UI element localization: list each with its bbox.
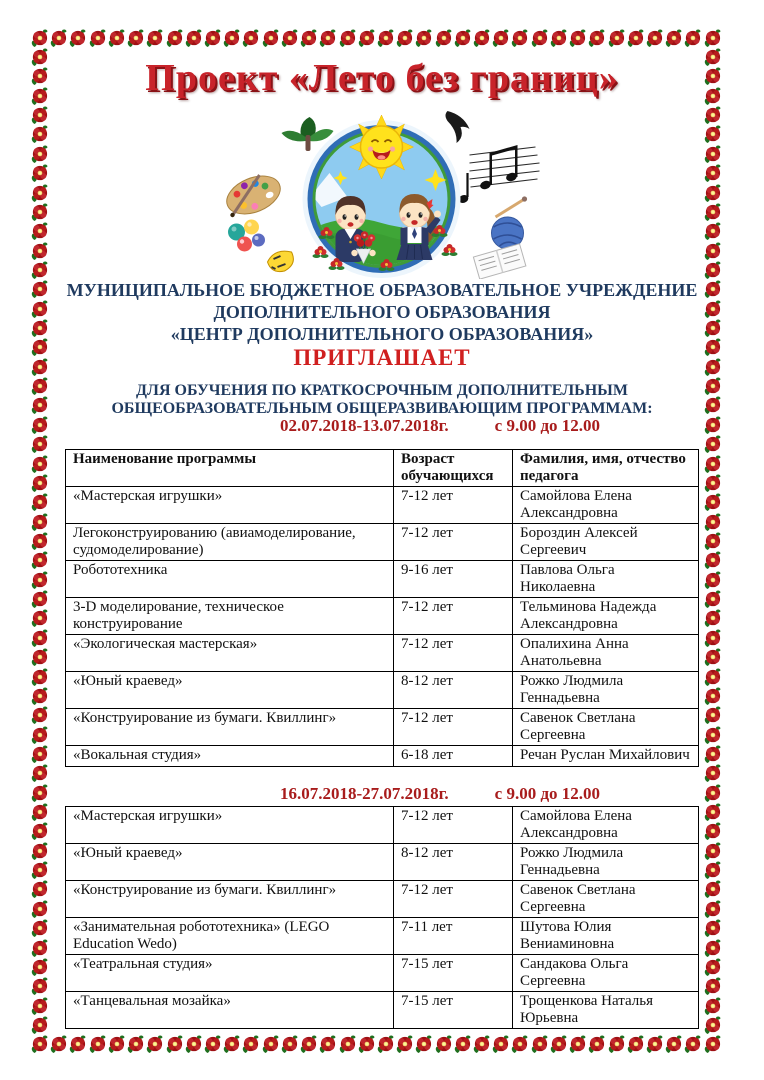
table-row: [66, 807, 699, 844]
flower-icon: [703, 706, 722, 725]
flower-icon: [703, 997, 722, 1016]
summer-clipart-svg: [224, 111, 541, 279]
table-row: [66, 918, 699, 955]
table-cell: Сандакова Ольга Сергеевна: [513, 955, 699, 992]
flower-icon: [703, 648, 722, 667]
flower-icon: [203, 1035, 222, 1054]
flower-icon: [203, 29, 222, 48]
flower-icon: [30, 551, 49, 570]
flower-icon: [703, 745, 722, 764]
flower-icon: [107, 1035, 126, 1054]
flower-icon: [30, 668, 49, 687]
programs-intro-line-2: ОБЩЕОБРАЗОВАТЕЛЬНЫМ ОБЩЕРАЗВИВАЮЩИМ ПРОГРАММАМ:: [111, 399, 653, 417]
flower-icon: [30, 842, 49, 861]
toy-tiger-icon: [268, 251, 294, 271]
session1-schedule: [58, 416, 764, 436]
flower-icon: [703, 687, 722, 706]
flower-icon: [645, 1035, 664, 1054]
flower-icon: [434, 29, 453, 48]
flower-icon: [703, 493, 722, 512]
table-cell: 3-D моделирование, техническое конструирование: [66, 598, 394, 635]
table-cell: 7-11 лет: [394, 918, 513, 955]
flower-icon: [184, 29, 203, 48]
flower-icon: [607, 1035, 626, 1054]
table-cell: Самойлова Елена Александровна: [513, 487, 699, 524]
table-cell: Трощенкова Наталья Юрьевна: [513, 992, 699, 1029]
table-cell: «Конструирование из бумаги. Квиллинг»: [66, 709, 394, 746]
flower-icon: [683, 1035, 702, 1054]
flower-icon: [30, 939, 49, 958]
flower-icon: [703, 532, 722, 551]
table-cell: Рожко Людмила Геннадьевна: [513, 672, 699, 709]
flower-icon: [453, 29, 472, 48]
table-cell: «Юный краевед»: [66, 672, 394, 709]
flower-icon: [30, 900, 49, 919]
flower-icon: [703, 29, 722, 48]
flower-icon: [318, 29, 337, 48]
org-line-3: «ЦЕНТР ДОПОЛНИТЕЛЬНОГО ОБРАЗОВАНИЯ»: [170, 324, 594, 344]
table-row: [66, 487, 699, 524]
flower-icon: [222, 1035, 241, 1054]
flower-icon: [491, 29, 510, 48]
table-cell: Савенок Светлана Сергеевна: [513, 881, 699, 918]
flower-icon: [338, 29, 357, 48]
table-cell: «Конструирование из бумаги. Квиллинг»: [66, 881, 394, 918]
flower-icon: [30, 919, 49, 938]
flower-icon: [703, 203, 722, 222]
table-row: [66, 709, 699, 746]
flower-icon: [30, 164, 49, 183]
flower-icon: [145, 29, 164, 48]
flower-icon: [510, 1035, 529, 1054]
project-title: Проект «Лето без границ»: [145, 57, 619, 99]
table-cell: Легоконструированию (авиамоделирование, судомоделирование): [66, 524, 394, 561]
flower-icon: [280, 1035, 299, 1054]
flower-icon: [318, 1035, 337, 1054]
session2-time: с 9.00 до 12.00: [494, 784, 601, 803]
table-cell: «Занимательная робототехника» (LEGO Education Wedo): [66, 918, 394, 955]
flower-icon: [30, 222, 49, 241]
flower-icon: [472, 1035, 491, 1054]
flower-icon: [607, 29, 626, 48]
toy-balls-icon: [228, 220, 265, 252]
flower-icon: [49, 1035, 68, 1054]
flower-icon: [30, 977, 49, 996]
column-header-program: Наименование программы: [66, 450, 394, 487]
flower-icon: [30, 629, 49, 648]
programs-table-session1: [65, 449, 699, 767]
flower-icon: [88, 29, 107, 48]
flower-icon: [184, 1035, 203, 1054]
table-cell: «Театральная студия»: [66, 955, 394, 992]
session1-dates: 02.07.2018-13.07.2018г.: [279, 416, 449, 435]
session2-dates: 16.07.2018-27.07.2018г.: [279, 784, 449, 803]
table-cell: 7-12 лет: [394, 709, 513, 746]
flower-icon: [703, 184, 722, 203]
flower-icon: [510, 29, 529, 48]
table-cell: 6-18 лет: [394, 746, 513, 767]
flower-icon: [530, 1035, 549, 1054]
flower-icon: [703, 551, 722, 570]
programs-table-session2: [65, 806, 699, 1029]
flower-icon: [587, 29, 606, 48]
table-row: [66, 881, 699, 918]
flower-icon: [664, 29, 683, 48]
table-cell: Самойлова Елена Александровна: [513, 807, 699, 844]
flower-icon: [30, 880, 49, 899]
flower-icon: [703, 1035, 722, 1054]
flower-icon: [703, 261, 722, 280]
table-row: [66, 598, 699, 635]
flower-icon: [30, 784, 49, 803]
flower-icon: [703, 764, 722, 783]
music-notes-icon: [458, 145, 540, 204]
flower-icon: [30, 1035, 49, 1054]
flower-icon: [30, 648, 49, 667]
flower-icon: [30, 416, 49, 435]
flower-icon: [107, 29, 126, 48]
table-cell: «Юный краевед»: [66, 844, 394, 881]
table-cell: Робототехника: [66, 561, 394, 598]
flower-icon: [703, 455, 722, 474]
book-icon: [473, 244, 525, 279]
flower-icon: [30, 822, 49, 841]
flower-icon: [30, 764, 49, 783]
flower-icon: [703, 590, 722, 609]
invite-heading: ПРИГЛАШАЕТ: [293, 345, 471, 370]
flower-icon: [703, 900, 722, 919]
flower-icon: [703, 1016, 722, 1035]
flower-icon: [703, 919, 722, 938]
flower-icon: [280, 29, 299, 48]
flower-icon: [30, 997, 49, 1016]
flower-icon: [530, 29, 549, 48]
flower-icon: [261, 29, 280, 48]
table-cell: Савенок Светлана Сергеевна: [513, 709, 699, 746]
flower-icon: [30, 687, 49, 706]
decorative-flower-border-left: [30, 48, 49, 1035]
flower-icon: [453, 1035, 472, 1054]
flower-icon: [30, 745, 49, 764]
table-row: [66, 672, 699, 709]
table-cell: 7-12 лет: [394, 635, 513, 672]
flower-icon: [703, 668, 722, 687]
flower-icon: [703, 880, 722, 899]
table-cell: Тельминова Надежда Александровна: [513, 598, 699, 635]
flower-icon: [30, 184, 49, 203]
flower-icon: [645, 29, 664, 48]
decorative-flower-border-right: [703, 48, 722, 1035]
flower-icon: [703, 222, 722, 241]
flower-icon: [30, 29, 49, 48]
sun-icon: [350, 115, 414, 179]
table-row: [66, 635, 699, 672]
flower-icon: [414, 1035, 433, 1054]
session2-schedule: [58, 784, 764, 804]
flower-icon: [30, 106, 49, 125]
flower-icon: [299, 29, 318, 48]
flower-icon: [30, 609, 49, 628]
flower-icon: [376, 29, 395, 48]
flower-icon: [68, 29, 87, 48]
flower-icon: [30, 261, 49, 280]
flower-icon: [395, 1035, 414, 1054]
flower-icon: [261, 1035, 280, 1054]
flower-icon: [434, 1035, 453, 1054]
column-header-age: Возраст обучающихся: [394, 450, 513, 487]
flower-icon: [30, 455, 49, 474]
table-cell: «Танцевальная мозайка»: [66, 992, 394, 1029]
flower-icon: [703, 435, 722, 454]
flower-icon: [30, 958, 49, 977]
flower-icon: [30, 1016, 49, 1035]
flower-icon: [703, 513, 722, 532]
table-cell: «Экологическая мастерская»: [66, 635, 394, 672]
org-line-1: МУНИЦИПАЛЬНОЕ БЮДЖЕТНОЕ ОБРАЗОВАТЕЛЬНОЕ УЧРЕЖДЕНИЕ: [66, 280, 698, 300]
flower-icon: [703, 106, 722, 125]
flower-icon: [30, 726, 49, 745]
flower-icon: [703, 125, 722, 144]
session2-table-body: [66, 807, 699, 1029]
table-cell: Опалихина Анна Анатольевна: [513, 635, 699, 672]
org-line-2: ДОПОЛНИТЕЛЬНОГО ОБРАЗОВАНИЯ: [213, 302, 551, 322]
flower-icon: [126, 1035, 145, 1054]
flower-icon: [165, 29, 184, 48]
flower-icon: [703, 861, 722, 880]
table-cell: Рожко Людмила Геннадьевна: [513, 844, 699, 881]
table-row: [66, 844, 699, 881]
flower-icon: [88, 1035, 107, 1054]
flower-icon: [30, 203, 49, 222]
flower-icon: [357, 29, 376, 48]
flower-icon: [703, 977, 722, 996]
table-row: [66, 524, 699, 561]
flower-icon: [30, 803, 49, 822]
table-cell: 7-15 лет: [394, 955, 513, 992]
table-cell: 8-12 лет: [394, 672, 513, 709]
flower-icon: [472, 29, 491, 48]
flower-icon: [703, 939, 722, 958]
session1-time: с 9.00 до 12.00: [494, 416, 601, 435]
flower-icon: [145, 1035, 164, 1054]
flower-icon: [703, 803, 722, 822]
table-cell: 9-16 лет: [394, 561, 513, 598]
flower-icon: [30, 125, 49, 144]
yarn-ball-icon: [492, 196, 528, 249]
decorative-flower-border-bottom: [30, 1035, 722, 1054]
organization-name: [0, 279, 764, 345]
flower-icon: [395, 29, 414, 48]
column-header-teacher: Фамилия, имя, отчество педагога: [513, 450, 699, 487]
table-cell: 7-12 лет: [394, 598, 513, 635]
flower-icon: [568, 29, 587, 48]
table-row: [66, 992, 699, 1029]
flower-icon: [30, 861, 49, 880]
flower-icon: [30, 532, 49, 551]
table-cell: Шутова Юлия Вениаминовна: [513, 918, 699, 955]
table-cell: «Мастерская игрушки»: [66, 487, 394, 524]
decorative-flower-border-top: [30, 29, 722, 48]
flower-icon: [126, 29, 145, 48]
flower-icon: [30, 493, 49, 512]
table-cell: «Мастерская игрушки»: [66, 807, 394, 844]
flower-icon: [626, 1035, 645, 1054]
summer-children-illustration: [224, 111, 541, 279]
table-cell: Речан Руслан Михайлович: [513, 746, 699, 767]
flower-icon: [414, 29, 433, 48]
brush-tip: [230, 213, 234, 217]
flower-icon: [491, 1035, 510, 1054]
flower-icon: [703, 164, 722, 183]
table-row: [66, 746, 699, 767]
flower-icon: [241, 1035, 260, 1054]
flower-icon: [241, 29, 260, 48]
flower-icon: [68, 1035, 87, 1054]
flower-icon: [703, 842, 722, 861]
flower-icon: [376, 1035, 395, 1054]
flower-icon: [357, 1035, 376, 1054]
flower-icon: [549, 1035, 568, 1054]
session1-table-body: [66, 487, 699, 767]
flower-icon: [703, 629, 722, 648]
flower-icon: [568, 1035, 587, 1054]
table-cell: Павлова Ольга Николаевна: [513, 561, 699, 598]
programs-intro-line-1: ДЛЯ ОБУЧЕНИЯ ПО КРАТКОСРОЧНЫМ ДОПОЛНИТЕЛЬНЫМ: [136, 382, 628, 399]
table-cell: 7-12 лет: [394, 524, 513, 561]
flower-icon: [703, 609, 722, 628]
programs-intro: [0, 382, 764, 417]
flower-icon: [587, 1035, 606, 1054]
table-cell: 7-12 лет: [394, 807, 513, 844]
flower-icon: [222, 29, 241, 48]
flower-icon: [703, 822, 722, 841]
table-cell: 7-15 лет: [394, 992, 513, 1029]
table-cell: 7-12 лет: [394, 487, 513, 524]
flower-icon: [30, 474, 49, 493]
flower-icon: [703, 571, 722, 590]
dancer-silhouette-icon: [446, 111, 470, 143]
table-row: [66, 955, 699, 992]
flower-icon: [30, 242, 49, 261]
flower-icon: [30, 571, 49, 590]
flower-icon: [703, 145, 722, 164]
flower-icon: [30, 435, 49, 454]
table-cell: 8-12 лет: [394, 844, 513, 881]
flower-icon: [30, 145, 49, 164]
table-header-row: [66, 450, 699, 487]
flower-icon: [549, 29, 568, 48]
flower-icon: [30, 513, 49, 532]
flower-icon: [30, 706, 49, 725]
flower-icon: [165, 1035, 184, 1054]
flower-icon: [338, 1035, 357, 1054]
flower-icon: [49, 29, 68, 48]
flower-icon: [626, 29, 645, 48]
flower-icon: [299, 1035, 318, 1054]
flower-icon: [703, 958, 722, 977]
flower-icon: [683, 29, 702, 48]
table-cell: «Вокальная студия»: [66, 746, 394, 767]
flower-icon: [703, 726, 722, 745]
flower-icon: [703, 474, 722, 493]
flower-icon: [30, 590, 49, 609]
flower-icon: [703, 242, 722, 261]
table-cell: 7-12 лет: [394, 881, 513, 918]
table-cell: Бороздин Алексей Сергеевич: [513, 524, 699, 561]
table-row: [66, 561, 699, 598]
flower-icon: [664, 1035, 683, 1054]
